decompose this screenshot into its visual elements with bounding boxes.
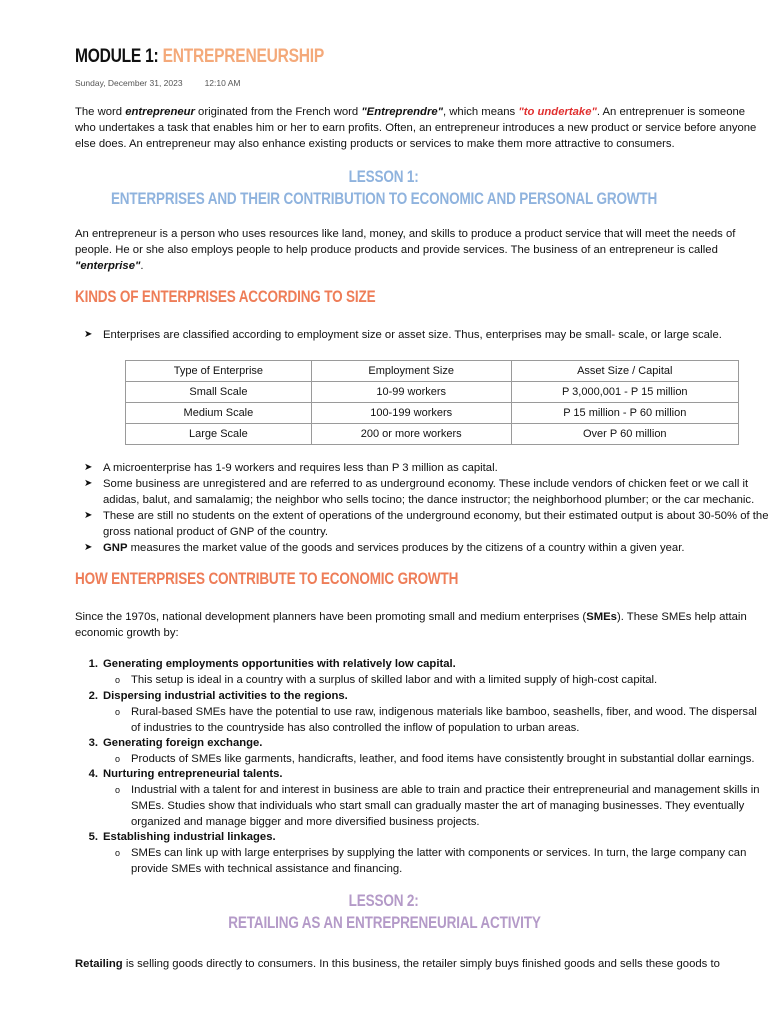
page-title: MODULE 1: ENTREPRENEURSHIP: [75, 46, 324, 67]
table-cell: Over P 60 million: [511, 424, 738, 445]
arrow-bullet-icon: ➤: [84, 462, 93, 473]
lesson1-heading: LESSON 1: ENTERPRISES AND THEIR CONTRIBUTION TO ECONOMIC AND PERSONAL GROWTH: [110, 168, 658, 208]
list-item: ➤ A microenterprise has 1-9 workers and requires less than P 3 million as capital.: [84, 462, 498, 474]
kinds-bullet: ➤ Enterprises are classified according to employment size or asset size. Thus, enterprises may be small- scale, or large scale.: [84, 329, 722, 341]
table-cell: 10-99 workers: [311, 382, 511, 403]
growth-item: 3. Generating foreign exchange. o Products of SMEs like garments, handicrafts, leather, and food items have consistently brought in substantial dollar earnings.: [88, 737, 755, 765]
intro-paragraph: The word entrepreneur originated from the French word "Entreprendre", which means "to undertake". An entreprenuer is someone who undertakes a task that enables him or her to earn profits. Often, an entrepreneur introduces a new product or service before anyone else does. An entrepreneur may also enhance existing products or services to make them more attractive to consumers.: [75, 106, 757, 150]
table-cell: 100-199 workers: [311, 403, 511, 424]
growth-item: 2. Dispersing industrial activities to the regions. o Rural-based SMEs have the potential to use raw, indigenous materials like bamboo, seashells, fiber, and wood. The dispersal of industries to the countryside has also controlled the inflow of population to urban areas.: [88, 690, 757, 734]
time: 12:10 AM: [204, 78, 241, 88]
table-header: Asset Size / Capital: [511, 361, 738, 382]
table-cell: 200 or more workers: [311, 424, 511, 445]
lesson1-paragraph: An entrepreneur is a person who uses resources like land, money, and skills to produce a product service that will meet the needs of people. He or she also employs people to help produce products and provide services. The business of an entrepreneur is called "enterprise".: [75, 228, 736, 272]
table-cell: Medium Scale: [126, 403, 312, 424]
date: Sunday, December 31, 2023: [75, 78, 183, 88]
growth-item: 1. Generating employments opportunities with relatively low capital. o This setup is ideal in a country with a surplus of skilled labor and with a limited supply of high-cost capital.: [88, 658, 658, 686]
circle-bullet-icon: o: [115, 675, 121, 685]
list-item: ➤ Some business are unregistered and are referred to as underground economy. These include vendors of chicken feet or we call it adidas, balut, and samalamig; the neighbor who sells tocino; the dance instructor; the neighborhood plumber; or the car mechanic.: [84, 478, 755, 506]
table-row: [126, 403, 739, 424]
arrow-bullet-icon: ➤: [84, 329, 93, 340]
table-cell: Small Scale: [126, 382, 312, 403]
table-cell: Large Scale: [126, 424, 312, 445]
table-row: [126, 424, 739, 445]
growth-heading: HOW ENTERPRISES CONTRIBUTE TO ECONOMIC GROWTH: [75, 570, 459, 588]
table-cell: P 3,000,001 - P 15 million: [511, 382, 738, 403]
table-header-row: [126, 361, 739, 382]
table-header: Employment Size: [311, 361, 511, 382]
date-line: [75, 78, 241, 88]
circle-bullet-icon: o: [115, 785, 121, 795]
growth-paragraph: Since the 1970s, national development planners have been promoting small and medium enterprises (SMEs). These SMEs help attain economic growth by:: [75, 611, 747, 639]
arrow-bullet-icon: ➤: [84, 542, 93, 553]
enterprise-size-table: [125, 360, 739, 445]
growth-item: 5. Establishing industrial linkages. o SMEs can link up with large enterprises by supplying the latter with components or services. In turn, the large company can provide SMEs with technical assistance and financing.: [88, 831, 747, 875]
retail-paragraph: Retailing is selling goods directly to consumers. In this business, the retailer simply buys finished goods and sells these goods to: [75, 958, 720, 970]
lesson2-heading: LESSON 2: RETAILING AS AN ENTREPRENEURIAL ACTIVITY: [227, 892, 541, 932]
growth-item: 4. Nurturing entrepreneurial talents. o Industrial with a talent for and interest in business are able to train and practice their entrepreneurial and management skills in SMEs. Studies show that individuals who start small can gradually master the art of managing businesses. They eventually organized and manage bigger and more diversified business projects.: [88, 768, 760, 828]
circle-bullet-icon: o: [115, 754, 121, 764]
circle-bullet-icon: o: [115, 848, 121, 858]
table-row: [126, 382, 739, 403]
arrow-bullet-icon: ➤: [84, 478, 93, 489]
arrow-bullet-icon: ➤: [84, 510, 93, 521]
kinds-heading: KINDS OF ENTERPRISES ACCORDING TO SIZE: [75, 288, 376, 306]
table-header: Type of Enterprise: [126, 361, 312, 382]
list-item: ➤ These are still no students on the extent of operations of the underground economy, but their estimated output is about 30-50% of the gross national product of GNP of the country.: [84, 510, 768, 538]
list-item: ➤ GNP measures the market value of the goods and services produces by the citizens of a country within a given year.: [84, 542, 685, 554]
table-cell: P 15 million - P 60 million: [511, 403, 738, 424]
circle-bullet-icon: o: [115, 707, 121, 717]
